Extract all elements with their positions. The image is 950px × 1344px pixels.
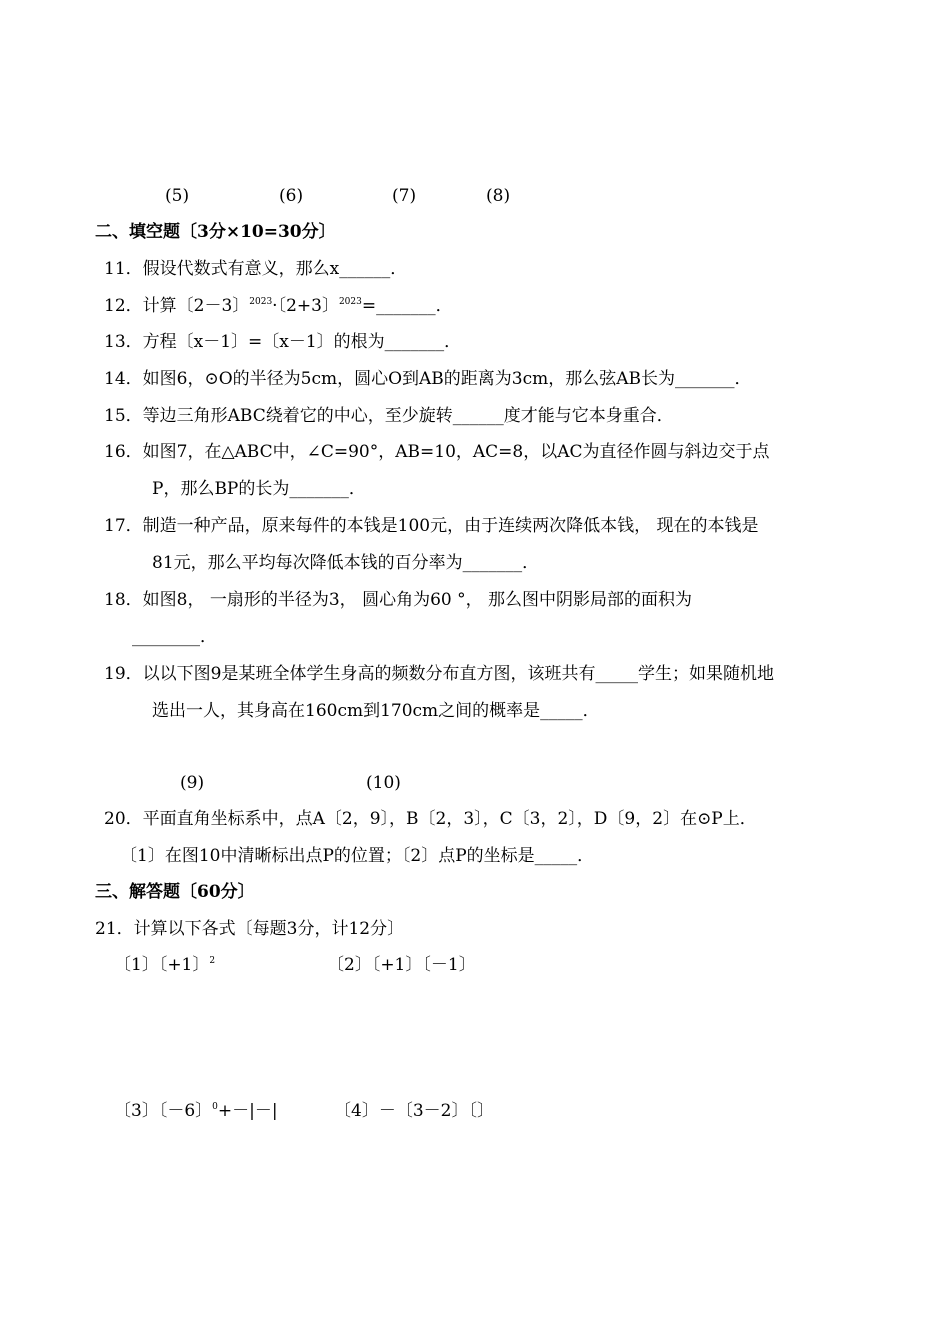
question-12-part-b: ·〔2+3〕 [272,296,339,316]
question-12-part-c: =_______． [361,296,453,316]
question-21-part-2: 〔2〕〔+1〕〔－1〕 [327,955,476,975]
figure-label-8: (8) [486,186,511,206]
question-18-line-2: ________． [132,627,217,647]
question-16-line-1: 16．如图7，在△ABC中，∠C=90°，AB=10，AC=8，以AC为直径作圆与斜边交于点 [104,442,770,462]
question-13: 13．方程〔x－1〕=〔x－1〕的根为_______． [104,332,462,352]
question-17-line-2: 81元，那么平均每次降低本钱的百分率为_______． [152,553,540,573]
question-21-part-3-text-a: 〔3〕〔－6〕 [114,1101,213,1121]
question-21-part-1-text: 〔1〕〔+1〕 [114,955,210,975]
question-14: 14．如图6，⊙O的半径为5cm，圆心O到AB的距离为3cm，那么弦AB长为_______． [104,369,752,389]
question-18-line-1: 18．如图8， 一扇形的半径为3， 圆心角为60 °， 那么图中阴影局部的面积为 [104,590,693,610]
section-heading-solutions: 三、解答题〔60分〕 [95,882,255,902]
question-21-title: 21．计算以下各式〔每题3分，计12分〕 [95,919,405,939]
figure-label-7: (7) [392,186,417,206]
question-20-line-2: 〔1〕在图10中清晰标出点P的位置；〔2〕点P的坐标是_____． [120,846,595,866]
question-11: 11．假设代数式有意义，那么x______． [104,259,408,279]
question-12-exponent-2: 2023 [338,297,362,307]
question-21-part-3 [114,1100,278,1122]
figure-label-6: (6) [279,186,304,206]
figure-label-10: (10) [366,773,401,793]
question-21-part-1-exponent: 2 [209,956,216,966]
question-17-line-1: 17．制造一种产品，原来每件的本钱是100元，由于连续两次降低本钱， 现在的本钱是 [104,516,759,536]
question-21-part-3-exponent: 0 [212,1102,218,1112]
question-21-part-3-text-b: +－|－| [217,1101,278,1121]
section-heading-fill-in: 二、填空题〔3分×10=30分〕 [95,222,336,242]
question-21-part-4: 〔4〕－〔3－2〕〔〕 [334,1101,494,1121]
question-19-line-2: 选出一人，其身高在160cm到170cm之间的概率是_____． [152,701,600,721]
question-12 [104,295,453,317]
question-12-exponent-1: 2023 [249,297,273,307]
question-21-part-1 [114,954,215,976]
figure-label-9: (9) [180,773,205,793]
question-19-line-1: 19．以以下图9是某班全体学生身高的频数分布直方图，该班共有_____学生；如果随机地 [104,664,774,684]
figure-label-5: (5) [165,186,190,206]
question-15: 15．等边三角形ABC绕着它的中心，至少旋转______度才能与它本身重合． [104,406,674,426]
question-16-line-2: P，那么BP的长为_______． [152,479,366,499]
question-12-part-a: 12．计算〔2－3〕 [104,296,250,316]
question-20-line-1: 20．平面直角坐标系中，点A〔2，9〕，B〔2，3〕，C〔3，2〕，D〔9，2〕在⊙P上． [104,809,757,829]
